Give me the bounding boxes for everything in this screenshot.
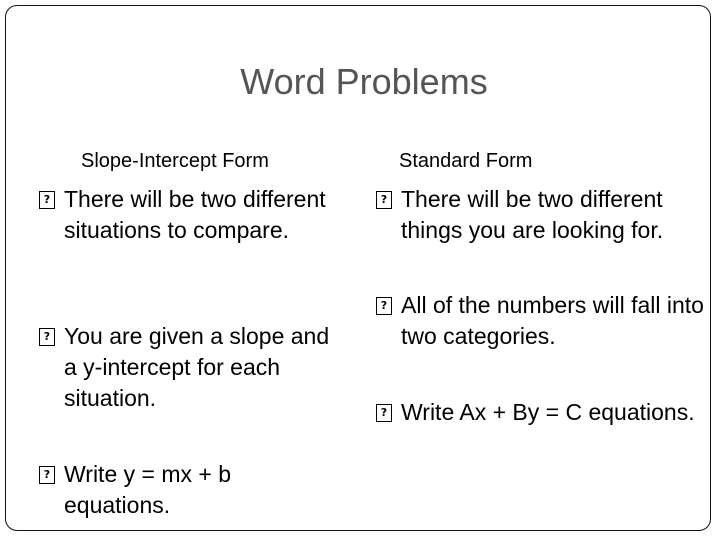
- bullet-text: You are given a slope and a y-intercept for each situation.: [64, 323, 330, 411]
- slide-title: Word Problems: [240, 61, 488, 102]
- bullet-text: Write Ax + By = C equations.: [401, 399, 695, 425]
- right-column-heading: Standard Form: [399, 150, 533, 172]
- bullet-marker-icon: [39, 191, 55, 209]
- bullet-item: [401, 184, 711, 246]
- bullet-marker-icon: [376, 191, 392, 209]
- left-column-heading: Slope-Intercept Form: [81, 150, 269, 172]
- bullet-marker-icon: [376, 297, 392, 315]
- slide: [5, 5, 711, 531]
- bullet-marker-icon: [39, 328, 55, 346]
- bullet-marker-icon: [376, 404, 392, 422]
- bullet-text: Write y = mx + b equations.: [64, 461, 232, 518]
- bullet-item: [64, 321, 334, 414]
- bullet-text: There will be two different situations to compare.: [64, 186, 326, 243]
- bullet-marker-icon: [39, 466, 55, 484]
- bullet-item: [401, 397, 711, 428]
- bullet-text: All of the numbers will fall into two categories.: [401, 292, 704, 349]
- bullet-text: There will be two different things you are looking for.: [401, 186, 664, 243]
- bullet-item: [64, 184, 334, 246]
- bullet-item: [64, 459, 334, 521]
- bullet-item: [401, 290, 711, 352]
